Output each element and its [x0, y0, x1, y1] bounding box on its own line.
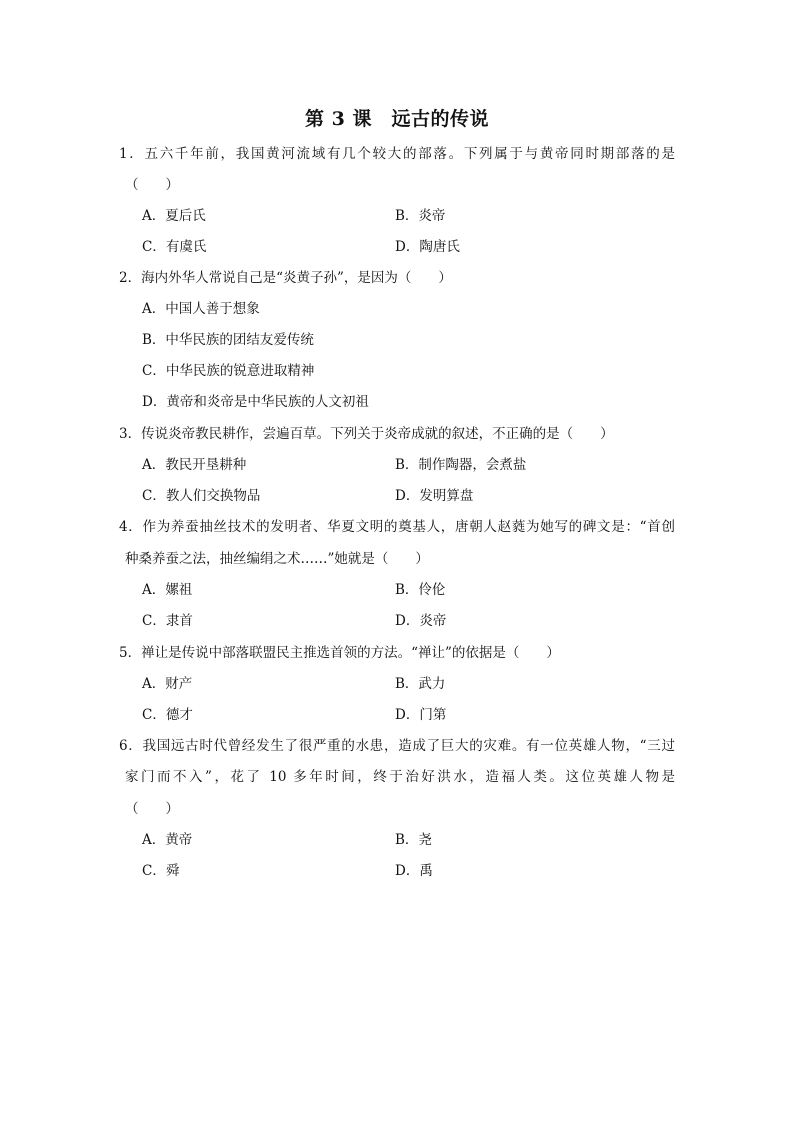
question-1-option-d: D．陶唐氏	[395, 239, 460, 255]
question-6-option-d: D．禹	[395, 863, 433, 879]
question-6-option-a: A．黄帝	[142, 832, 193, 848]
question-4-option-c: C．隶首	[142, 613, 193, 629]
question-6-stem-cont: 家门而不入”，花了 10 多年时间，终于治好洪水，造福人类。这位英雄人物是	[125, 769, 675, 785]
question-3-option-b: B．制作陶器，会煮盐	[395, 457, 527, 473]
question-3-stem: 3．传说炎帝教民耕作，尝遍百草。下列关于炎帝成就的叙述，不正确的是（ ）	[119, 426, 614, 442]
question-3-option-a: A．教民开垦耕种	[142, 457, 247, 473]
question-5-option-d: D．门第	[395, 707, 447, 723]
question-4-option-b: B．伶伦	[395, 582, 446, 598]
question-2-option-a: A．中国人善于想象	[142, 301, 260, 317]
question-2-stem: 2．海内外华人常说自己是“炎黄子孙”，是因为（ ）	[119, 270, 452, 286]
question-5-option-b: B．武力	[395, 676, 446, 692]
question-5-option-a: A．财产	[142, 676, 193, 692]
question-1-option-b: B．炎帝	[395, 208, 446, 224]
question-5-option-c: C．德才	[142, 707, 193, 723]
question-1-option-a: A．夏后氏	[142, 208, 206, 224]
question-4-option-a: A．嫘祖	[142, 582, 193, 598]
question-3-option-d: D．发明算盘	[395, 488, 474, 504]
question-1-option-c: C．有虞氏	[142, 239, 207, 255]
question-6-option-b: B．尧	[395, 832, 432, 848]
question-6-stem: 6．我国远古时代曾经发生了很严重的水患，造成了巨大的灾难。有一位英雄人物，“三过	[119, 738, 675, 754]
question-1-stem-cont: （ ）	[125, 177, 179, 193]
question-1-stem: 1．五六千年前，我国黄河流域有几个较大的部落。下列属于与黄帝同时期部落的是	[119, 146, 675, 162]
question-2-option-d: D．黄帝和炎帝是中华民族的人文初祖	[142, 394, 369, 410]
question-4-stem: 4．作为养蚕抽丝技术的发明者、华夏文明的奠基人，唐朝人赵蕤为她写的碑文是：“首创	[119, 519, 675, 535]
page-title: 第 3 课 远古的传说	[305, 108, 489, 130]
question-3-option-c: C．教人们交换物品	[142, 488, 261, 504]
question-4-option-d: D．炎帝	[395, 613, 447, 629]
question-2-option-b: B．中华民族的团结友爱传统	[142, 332, 314, 348]
question-5-stem: 5．禅让是传说中部落联盟民主推选首领的方法。“禅让”的依据是（ ）	[119, 645, 560, 661]
question-6-option-c: C．舜	[142, 863, 180, 879]
question-4-stem-cont: 种桑养蚕之法，抽丝编绢之术……”她就是（ ）	[125, 551, 429, 567]
question-6-stem-cont2: （ ）	[125, 801, 179, 817]
question-2-option-c: C．中华民族的锐意进取精神	[142, 363, 315, 379]
